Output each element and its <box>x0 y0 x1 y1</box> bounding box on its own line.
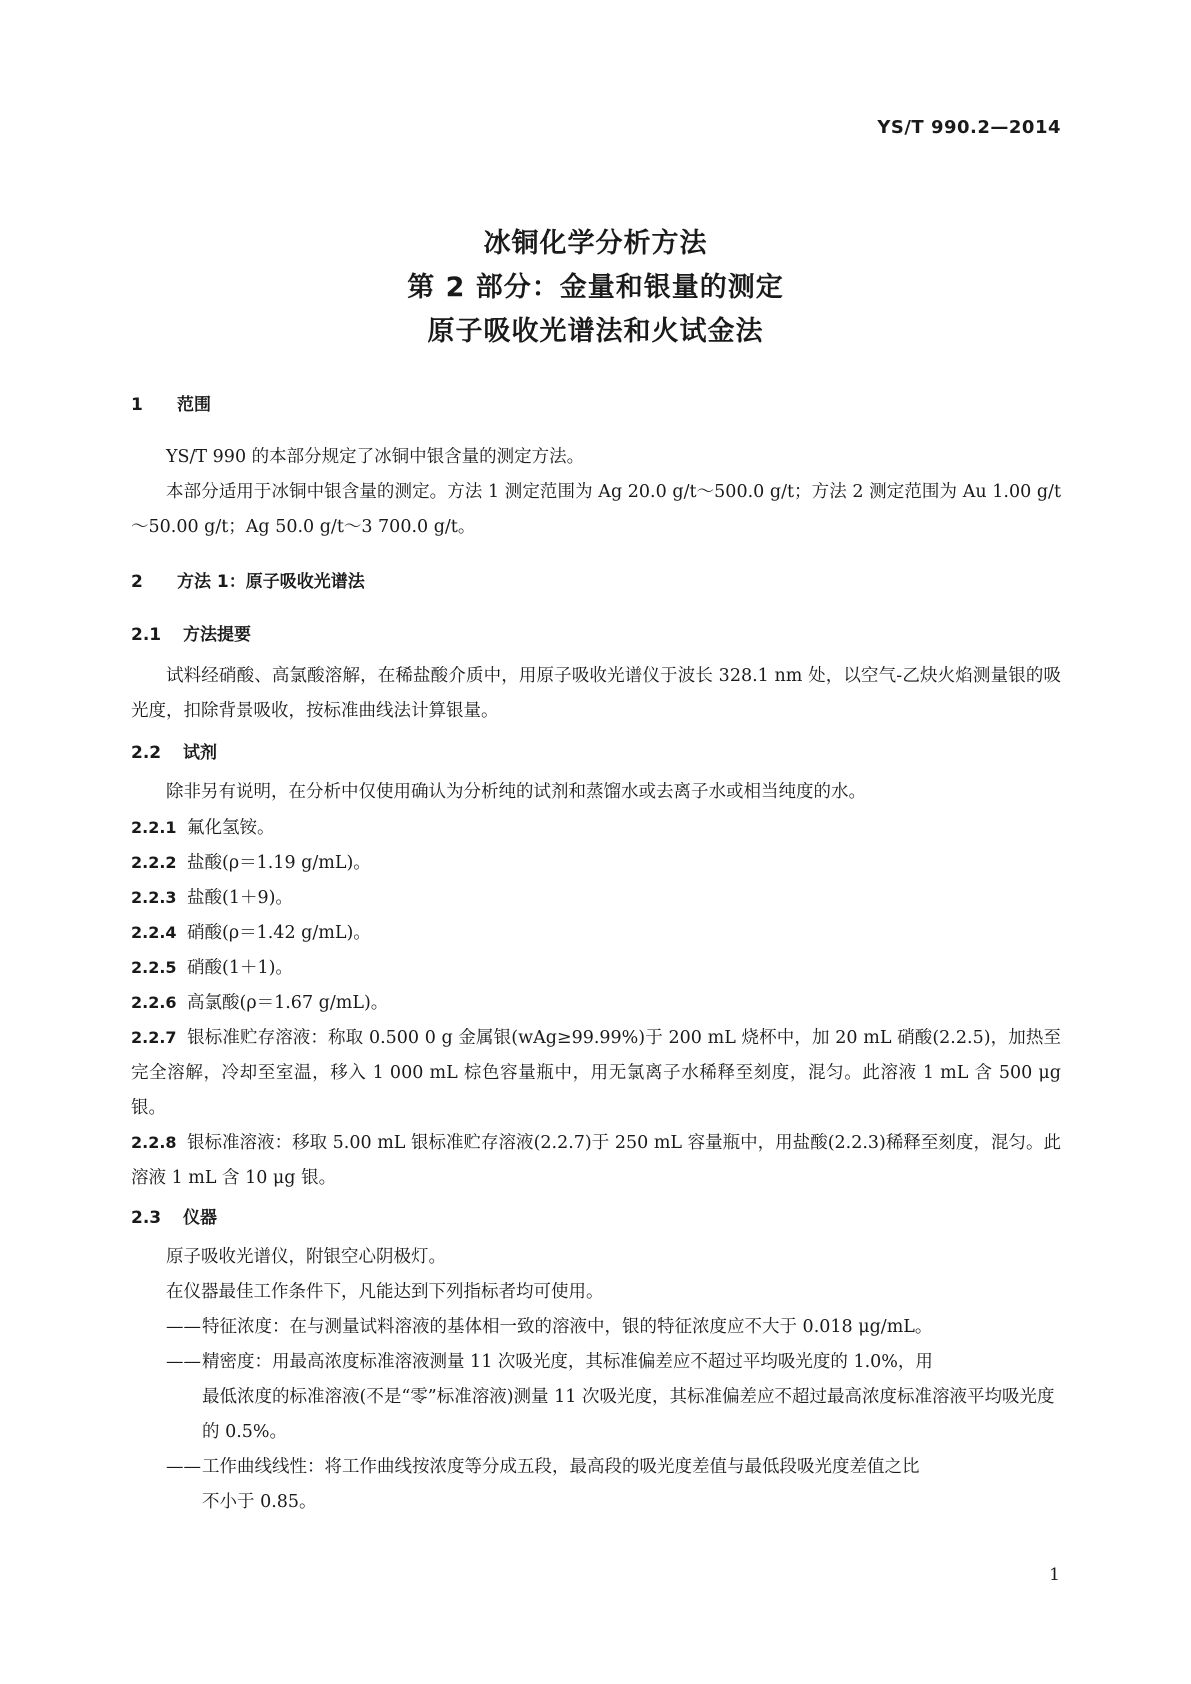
reagent-item <box>131 880 1061 916</box>
section-1-paragraph-2: 本部分适用于冰铜中银含量的测定。方法 1 测定范围为 Ag 20.0 g/t～500.0 g/t；方法 2 测定范围为 Au 1.00 g/t～50.00 g/t；Ag 50.0 g/t～3 700.0 g/t。 <box>131 482 1061 537</box>
section-2-2-heading <box>131 738 217 763</box>
item-text: 硝酸(ρ＝1.42 g/mL)。 <box>187 923 371 943</box>
item-number: 2.2.7 <box>131 1028 177 1047</box>
item-text: 盐酸(ρ＝1.19 g/mL)。 <box>187 853 371 873</box>
title-line-1: 冰铜化学分析方法 <box>483 228 708 259</box>
item-text: 盐酸(1＋9)。 <box>187 888 293 908</box>
criterion-text-continued: 最低浓度的标准溶液(不是“零”标准溶液)测量 11 次吸光度，其标准偏差应不超过最高浓度标准溶液平均吸光度的 0.5%。 <box>202 1387 1055 1442</box>
page-number: 1 <box>1049 1565 1060 1585</box>
section-number: 1 <box>131 395 143 415</box>
section-title: 方法 1：原子吸收光谱法 <box>177 572 365 592</box>
item-number: 2.2.8 <box>131 1133 177 1152</box>
item-number: 2.2.1 <box>131 818 177 837</box>
section-2-1-heading <box>131 620 251 645</box>
section-title: 方法提要 <box>183 625 251 645</box>
section-2-3-paragraph-2: 在仪器最佳工作条件下，凡能达到下列指标者均可使用。 <box>166 1282 604 1302</box>
dash-marker: —— <box>166 1457 201 1477</box>
item-number: 2.2.3 <box>131 888 177 907</box>
criterion-text: 特征浓度：在与测量试料溶液的基体相一致的溶液中，银的特征浓度应不大于 0.018 μg/mL。 <box>202 1317 933 1337</box>
item-text: 银标准贮存溶液：称取 0.500 0 g 金属银(wAg≥99.99%)于 200 mL 烧杯中，加 20 mL 硝酸(2.2.5)，加热至完全溶解，冷却至室温，移入 1 000 mL 棕色容量瓶中，用无氯离子水稀释至刻度，混匀。此溶液 1 mL 含 500 μg 银。 <box>131 1028 1061 1118</box>
reagent-item <box>131 1125 1061 1196</box>
section-2-1-paragraph: 试料经硝酸、高氯酸溶解，在稀盐酸介质中，用原子吸收光谱仪于波长 328.1 nm 处，以空气-乙炔火焰测量银的吸光度，扣除背景吸收，按标准曲线法计算银量。 <box>131 666 1061 721</box>
reagent-item <box>131 1020 1061 1126</box>
title-line-2: 第 2 部分：金量和银量的测定 <box>407 272 784 303</box>
reagent-item <box>131 845 1061 881</box>
section-2-2-paragraph: 除非另有说明，在分析中仅使用确认为分析纯的试剂和蒸馏水或去离子水或相当纯度的水。 <box>166 782 866 802</box>
section-2-3-paragraph-1: 原子吸收光谱仪，附银空心阴极灯。 <box>166 1247 446 1267</box>
item-number: 2.2.5 <box>131 958 177 977</box>
section-number: 2.2 <box>131 743 162 763</box>
criterion-item <box>166 1310 1061 1345</box>
criterion-text: 精密度：用最高浓度标准溶液测量 11 次吸光度，其标准偏差应不超过平均吸光度的 1.0%，用 <box>202 1352 933 1372</box>
reagent-item <box>131 915 1061 951</box>
section-1-heading <box>131 390 211 415</box>
section-title: 仪器 <box>183 1208 217 1228</box>
item-text: 氟化氢铵。 <box>187 818 275 838</box>
criterion-text-continued: 不小于 0.85。 <box>202 1492 317 1512</box>
section-number: 2.3 <box>131 1208 162 1228</box>
section-number: 2 <box>131 572 143 592</box>
criterion-item <box>166 1345 1061 1450</box>
reagent-item <box>131 810 1061 846</box>
dash-marker: —— <box>166 1352 201 1372</box>
item-number: 2.2.2 <box>131 853 177 872</box>
reagent-item <box>131 985 1061 1021</box>
section-number: 2.1 <box>131 625 162 645</box>
section-title: 范围 <box>177 395 211 415</box>
document-title <box>0 222 1191 354</box>
reagent-item <box>131 950 1061 986</box>
section-2-3-heading <box>131 1203 217 1228</box>
item-number: 2.2.6 <box>131 993 177 1012</box>
criterion-item <box>166 1450 1061 1520</box>
item-text: 硝酸(1＋1)。 <box>187 958 293 978</box>
section-1-paragraph-1: YS/T 990 的本部分规定了冰铜中银含量的测定方法。 <box>166 447 585 467</box>
section-title: 试剂 <box>183 743 217 763</box>
criterion-text: 工作曲线线性：将工作曲线按浓度等分成五段，最高段的吸光度差值与最低段吸光度差值之比 <box>202 1457 920 1477</box>
dash-marker: —— <box>166 1317 201 1337</box>
section-2-heading <box>131 567 365 592</box>
item-text: 银标准溶液：移取 5.00 mL 银标准贮存溶液(2.2.7)于 250 mL 容量瓶中，用盐酸(2.2.3)稀释至刻度，混匀。此溶液 1 mL 含 10 μg 银。 <box>131 1133 1061 1188</box>
title-line-3: 原子吸收光谱法和火试金法 <box>427 316 764 347</box>
item-number: 2.2.4 <box>131 923 177 942</box>
standard-code: YS/T 990.2—2014 <box>877 117 1061 138</box>
item-text: 高氯酸(ρ＝1.67 g/mL)。 <box>187 993 389 1013</box>
